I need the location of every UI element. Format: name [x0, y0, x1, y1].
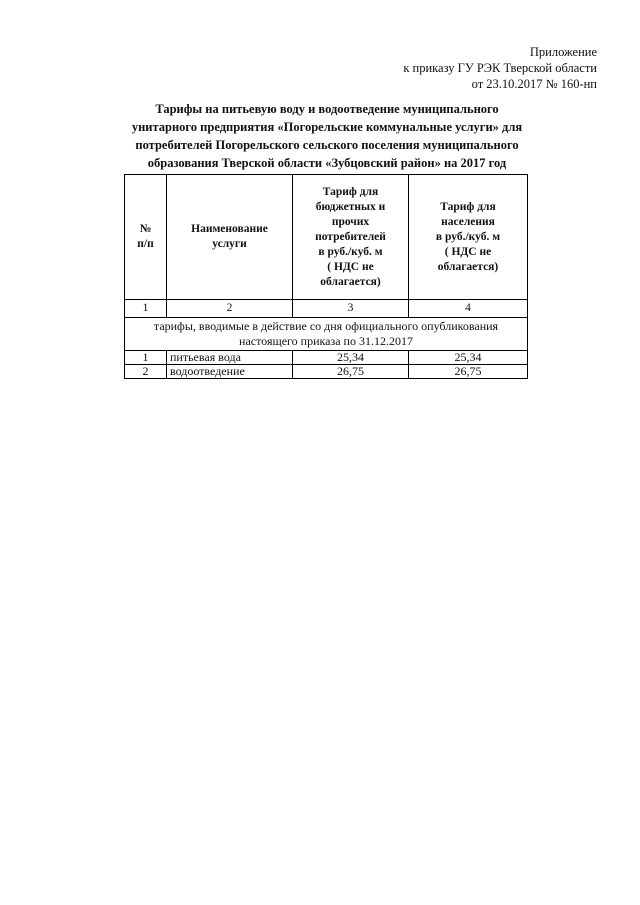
- tariff-table: [124, 174, 528, 379]
- table-header-row: [125, 175, 528, 300]
- table-header-service: Наименование услуги: [167, 175, 293, 300]
- tariff-population-value: 26,75: [409, 365, 528, 379]
- column-number: 4: [409, 300, 528, 318]
- tariff-row: [125, 351, 528, 365]
- tariff-population-value: 25,34: [409, 351, 528, 365]
- service-name: водоотведение: [167, 365, 293, 379]
- period-note: тарифы, вводимые в действие со дня официального опубликования настоящего приказа по 31.12.2017: [125, 318, 528, 351]
- column-numbers-row: [125, 300, 528, 318]
- table-header-tariff-budget: Тариф для бюджетных и прочих потребителей в руб./куб. м ( НДС не облагается): [293, 175, 409, 300]
- table-header-number: № п/п: [125, 175, 167, 300]
- row-number: 1: [125, 351, 167, 365]
- row-number: 2: [125, 365, 167, 379]
- service-name: питьевая вода: [167, 351, 293, 365]
- column-number: 3: [293, 300, 409, 318]
- appendix-label: Приложение: [529, 45, 597, 59]
- appendix-header: [403, 44, 597, 92]
- tariff-row: [125, 365, 528, 379]
- tariff-budget-value: 26,75: [293, 365, 409, 379]
- column-number: 2: [167, 300, 293, 318]
- tariff-budget-value: 25,34: [293, 351, 409, 365]
- order-date-number: от 23.10.2017 № 160-нп: [471, 77, 597, 91]
- table-header-tariff-population: Тариф для населения в руб./куб. м ( НДС не облагается): [409, 175, 528, 300]
- column-number: 1: [125, 300, 167, 318]
- order-reference: к приказу ГУ РЭК Тверской области: [403, 61, 597, 75]
- document-title: Тарифы на питьевую воду и водоотведение муниципального унитарного предприятия «Погорельские коммунальные услуги» для потребителей Погорельского сельского поселения муниципального образования Тверской области «Зубцовский район» на 2017 год: [131, 102, 523, 170]
- period-note-row: [125, 318, 528, 351]
